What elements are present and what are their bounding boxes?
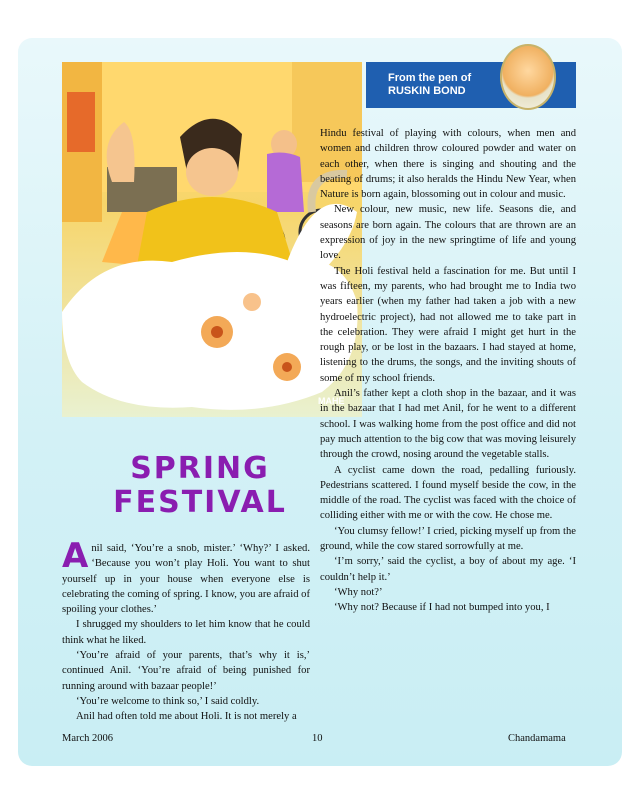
paragraph: Hindu festival of playing with colours, when men and women and children throw coloured powder and water on each other, when there is singing and shouting and the beating of drums; it also heralds the Hindu New Year, when Nature is born again, blossoming out in colour and music. (320, 128, 576, 201)
footer-publication: Chandamama (508, 733, 566, 744)
paragraph: ‘You’re welcome to think so,’ I said coldly. (76, 695, 260, 707)
paragraph: I shrugged my shoulders to let him know that he could think what he liked. (62, 619, 310, 646)
author-portrait (500, 44, 556, 110)
opening-text: nil said, ‘You’re a snob, mister.’ ‘Why?’ I asked. ‘Because you won’t play Holi. You want to shut yourself up in your house when everyone else is celebrating the coming of spring. I know, you are afraid of spoiling your clothes.’ (62, 543, 310, 616)
left-text-column (62, 536, 310, 725)
paragraph: ‘You clumsy fellow!’ I cried, picking myself up from the ground, while the cow stared sorrowfully at me. (320, 525, 576, 553)
paragraph: ‘Why not? Because if I had not bumped into you, I (334, 602, 550, 614)
paragraph: ‘Why not?’ (334, 586, 383, 598)
right-text-column (320, 126, 576, 616)
artist-signature: MAHE (318, 396, 345, 406)
drop-cap: A (62, 536, 89, 576)
paragraph: ‘I’m sorry,’ said the cyclist, a boy of about my age. ‘I couldn’t help it.’ (320, 556, 576, 583)
festival-illustration (62, 62, 362, 417)
banner-line-1: From the pen of (388, 72, 472, 84)
footer-date: March 2006 (62, 733, 114, 744)
paragraph: A cyclist came down the road, pedalling furiously. Pedestrians scattered. I found myself beside the cow, in the middle of the road. The cyclist was faced with the choice of colliding either with me or with the cow. He chose me. (320, 464, 576, 522)
paragraph: The Holi festival held a fascination for me. But until I was fifteen, my parents, who had brought me to India two years earlier (when my father had taken a job with a new hydroelectric project), had not allowed me to take part in the celebration. They were afraid I might get hurt in the rough play, or be lost in the bazaars. I had stayed at home, listening to the drums, the songs, and the inviting shouts of some of my school friends. (320, 265, 576, 384)
paragraph: ‘You’re afraid of your parents, that’s why it is,’ continued Anil. ‘You’re afraid of being punished for running around with bazaar people!’ (62, 650, 310, 692)
paragraph: Anil’s father kept a cloth shop in the bazaar, and it was in the bazaar that I had met Anil, for he went to a different school. I was walking home from the post office and did not pay much attention to the big cow that was moving leisurely through the crowd, nosing around the vegetable stalls. (320, 388, 576, 461)
story-title (100, 452, 300, 520)
title-line-1: SPRING (130, 451, 270, 486)
page-number: 10 (312, 733, 323, 744)
paragraph: New colour, new music, new life. Seasons die, and seasons are born again. The colours that are thrown are an expression of joy in the new springtime of life and young love. (320, 204, 576, 262)
paragraph: Anil had often told me about Holi. It is not merely a (76, 711, 297, 723)
illustration-art (62, 62, 362, 417)
banner-author-name: RUSKIN BOND (388, 85, 466, 97)
opening-paragraph (62, 536, 310, 617)
title-line-2: FESTIVAL (113, 485, 287, 520)
